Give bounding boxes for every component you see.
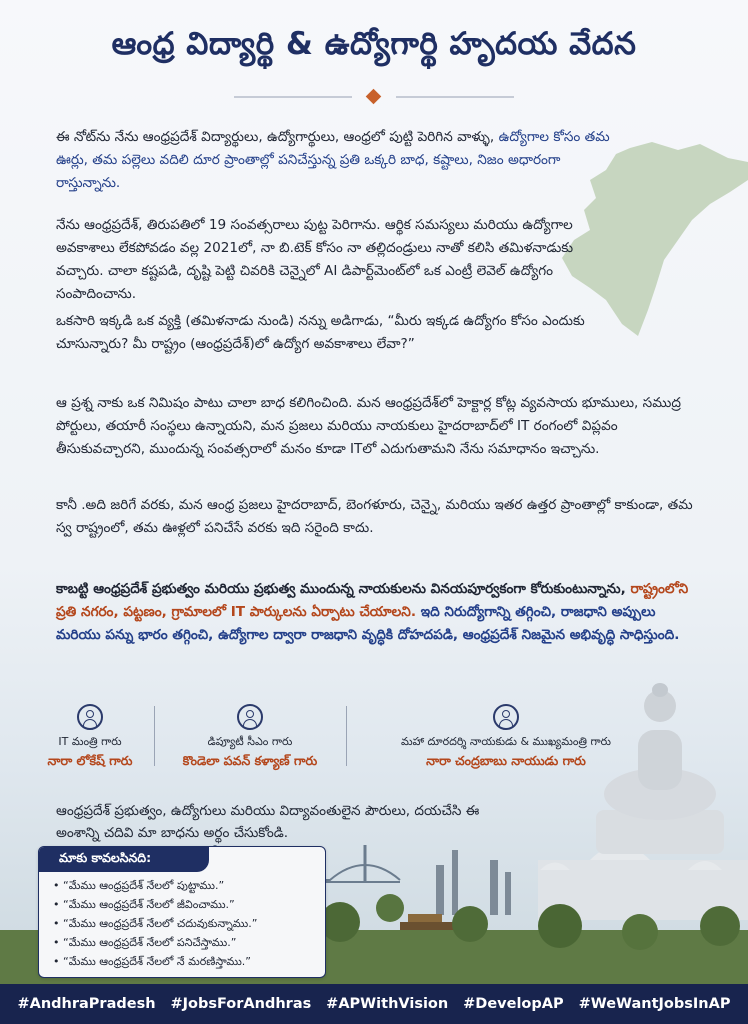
leader-deputy-cm	[160, 704, 340, 790]
person-icon	[493, 704, 519, 730]
paragraph-question: ఒకసారి ఇక్కడి ఒక వ్యక్తి (తమిళనాడు నుండి) నన్ను అడిగాడు, “మీరు ఇక్కడ ఉద్యోగం కోసం ఎందుకు చూసున్నారు? మీ రాష్ట్రం (ఆంధ్రప్రదేశ్)లో ఉద్యోగ అవకాశాలు లేవా?”	[56, 313, 585, 352]
leader-name: నారా లోకేష్ గారు	[47, 753, 133, 768]
leader-name: కొండెలా పవన్ కళ్యాణ్ గారు	[182, 753, 318, 768]
hashtag: #DevelopAP	[463, 996, 564, 1012]
hashtag: #APWithVision	[326, 996, 449, 1012]
list-item: • “మేము ఆంధ్రప్రదేశ్ నేలలో పనిచేస్తాము.”	[53, 933, 325, 952]
hashtag-bar	[0, 984, 748, 1024]
paragraph-answer: ఆ ప్రశ్న నాకు ఒక నిమిషం పాటు చాలా బాధ కలిగించింది. మన ఆంధ్రప్రదేశ్‌లో హెక్టార్ల కోట్ల వ్యవసాయ భూములు, సముద్ర పోర్టులు, తయారీ సంస్థలు ఉన్నాయని, మన ప్రజలు మరియు నాయకులు హైదరాబాద్‌లో IT రంగంలో విప్లవం తీసుకువచ్చారని, ముందున్న సంవత్సరాలో మనం కూడా ITలో ఎదుగుతామని నేను సమాధానం ఇచ్చాను.	[56, 395, 681, 457]
person-icon	[77, 704, 103, 730]
paragraph-intro: ఈ నోట్‌ను నేను ఆంధ్రప్రదేశ్ విద్యార్థులు, ఉద్యోగార్థులు, ఆంధ్రలో పుట్టి పెరిగిన వాళ్ళు, ఉద్యోగాల కోసం తమ ఊర్లు, తమ పల్లెలు వదిలి దూర ప్రాంతాల్లో పనిచేస్తున్న ప్రతి ఒక్కరి బాధ, కష్టాలు, నిజం అధారంగా రాస్తున్నాను.	[56, 129, 610, 191]
list-item: • “మేము ఆంధ్రప్రదేశ్ నేలలో నే మరణిస్తాము.”	[53, 952, 325, 971]
leader-role: డిప్యూటీ సీఎం గారు	[207, 735, 293, 748]
appeal-text: ఆంధ్రప్రదేశ్ ప్రభుత్వం, ఉద్యోగులు మరియు విద్యావంతులైన పౌరులు, దయచేసి ఈ అంశాన్ని చదివి మా బాధను అర్థం చేసుకోండి.	[56, 803, 480, 841]
list-item: • “మేము ఆంధ్రప్రదేశ్ నేలలో చదువుకున్నాము.”	[53, 914, 325, 933]
list-item: • “మేము ఆంధ్రప్రదేశ్ నేలలో జీవించాము.”	[53, 895, 325, 914]
leader-it-minister	[30, 704, 150, 790]
hashtag: #JobsForAndhras	[170, 996, 312, 1012]
divider	[154, 706, 155, 766]
list-item: • “మేము ఆంధ్రప్రదేశ్ నేలలో పుట్టాము.”	[53, 876, 325, 895]
leader-chief-minister	[352, 704, 660, 790]
leader-name: నారా చంద్రబాబు నాయుడు గారు	[426, 753, 586, 768]
diamond-icon	[366, 89, 382, 105]
hashtag: #WeWantJobsInAP	[578, 996, 731, 1012]
title-divider	[234, 90, 514, 104]
needs-list	[39, 876, 325, 971]
paragraph-concern: కానీ .అది జరిగే వరకు, మన ఆంధ్ర ప్రజలు హైదరాబాద్, బెంగళూరు, చెన్నై, మరియు ఇతర ఉత్తర ప్రాంతాల్లో కాకుండా, తమ స్వ రాష్ట్రంలో, తమ ఊళ్లలో పనిచేసే వరకు ఇది సరైంది కాదు.	[56, 497, 693, 536]
leader-role: IT మంత్రి గారు	[58, 735, 122, 748]
page-title: ఆంధ్ర విద్యార్థి & ఉద్యోగార్థి హృదయ వేదన	[111, 26, 637, 62]
needs-box	[38, 846, 326, 978]
paragraph-background: నేను ఆంధ్రప్రదేశ్, తిరుపతిలో 19 సంవత్సరాలు పుట్ట పెరిగాను. ఆర్థిక సమస్యలు మరియు ఉద్యోగాల అవకాశాలు లేకపోవడం వల్ల 2021లో, నా బి.టెక్ కోసం నా తల్లిదండ్రులు నాతో కలిసి తమిళనాడుకు వచ్చారు. చాలా కష్టపడి, దృష్టి పెట్టి చివరికి చెన్నైలో AI డిపార్ట్‌మెంట్‌లో ఒక ఎంట్రీ లెవెల్ ఉద్యోగం సంపాదించాను.	[56, 217, 574, 302]
leaders-row	[30, 704, 660, 794]
needs-heading: మాకు కావలసినది:	[39, 847, 209, 872]
hashtag: #AndhraPradesh	[17, 996, 156, 1012]
person-icon	[237, 704, 263, 730]
paragraph-request: కాబట్టి ఆంధ్రప్రదేశ్ ప్రభుత్వం మరియు ప్రభుత్వ ముందున్న నాయకులను వినయపూర్వకంగా కోరుకుంటున్నాను, రాష్ట్రంలోని ప్రతి నగరం, పట్టణం, గ్రామాలలో IT పార్కులను ఏర్పాటు చేయాలని. ఇది నిరుద్యోగాన్ని తగ్గించి, రాజధాని అప్పులు మరియు పన్ను భారం తగ్గించి, ఉద్యోగాల ద్వారా రాజధాని వృద్ధికి దోహదపడి, ఆంధ్రప్రదేశ్ నిజమైన అభివృద్ధి సాధిస్తుంది.	[56, 581, 689, 643]
leader-role: మహా దూరదర్శి నాయకుడు & ముఖ్యమంత్రి గారు	[401, 735, 611, 748]
divider	[346, 706, 347, 766]
